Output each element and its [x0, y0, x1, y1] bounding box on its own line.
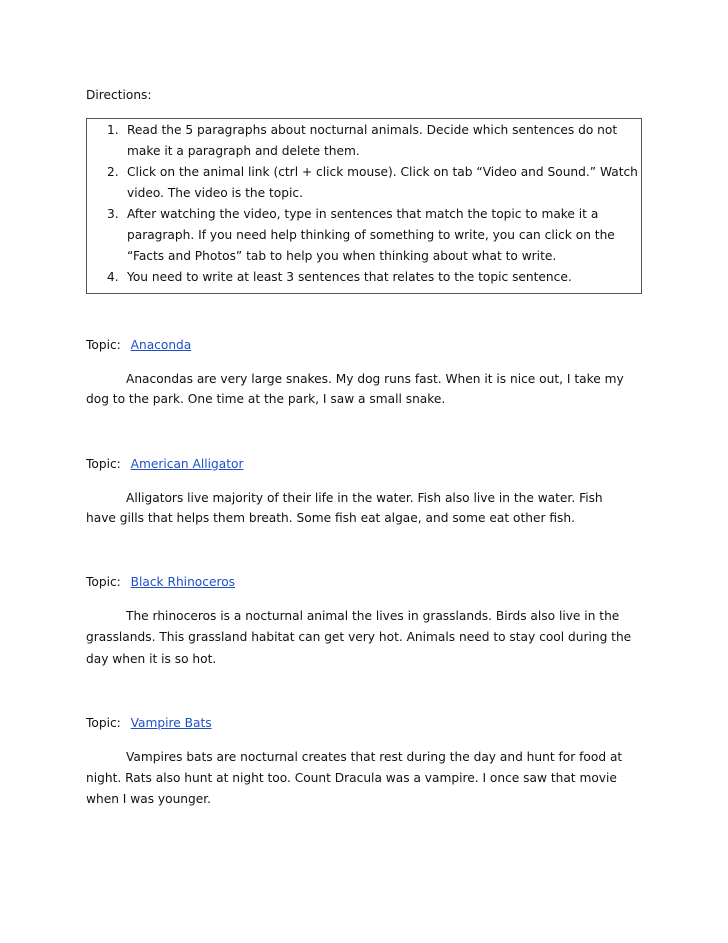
paragraph-line: when I was younger.	[86, 792, 212, 806]
direction-line: “Facts and Photos” tab to help you when thinking about what to write.	[127, 249, 557, 263]
topic-heading	[86, 716, 212, 730]
paragraph-line: grasslands. This grassland habitat can get very hot. Animals need to stay cool during the	[86, 630, 632, 644]
paragraph-line: Anacondas are very large snakes. My dog runs fast. When it is nice out, I take my	[126, 372, 624, 386]
topic-link-american-alligator[interactable]: American Alligator	[130, 457, 244, 471]
topic-heading	[86, 338, 191, 352]
list-number: 4.	[107, 270, 119, 284]
paragraph-line: The rhinoceros is a nocturnal animal the lives in grasslands. Birds also live in the	[126, 609, 620, 623]
list-number: 1.	[107, 123, 119, 137]
paragraph-line: have gills that helps them breath. Some fish eat algae, and some eat other fish.	[86, 511, 575, 525]
direction-line: video. The video is the topic.	[127, 186, 303, 200]
direction-line: paragraph. If you need help thinking of something to write, you can click on the	[127, 228, 615, 242]
direction-line: Click on the animal link (ctrl + click mouse). Click on tab “Video and Sound.” Watch	[127, 165, 638, 179]
topic-link-vampire-bats[interactable]: Vampire Bats	[130, 716, 212, 730]
list-number: 2.	[107, 165, 119, 179]
topic-heading	[86, 575, 235, 589]
direction-line: make it a paragraph and delete them.	[127, 144, 360, 158]
paragraph-line: night. Rats also hunt at night too. Count Dracula was a vampire. I once saw that movie	[86, 771, 617, 785]
topic-label: Topic:	[86, 575, 121, 589]
topic-heading	[86, 457, 243, 471]
directions-label: Directions:	[86, 88, 152, 102]
direction-line: You need to write at least 3 sentences that relates to the topic sentence.	[127, 270, 572, 284]
topic-label: Topic:	[86, 457, 121, 471]
paragraph-line: day when it is so hot.	[86, 652, 217, 666]
paragraph-line: Vampires bats are nocturnal creates that rest during the day and hunt for food at	[126, 750, 623, 764]
paragraph-line: dog to the park. One time at the park, I saw a small snake.	[86, 392, 446, 406]
topic-label: Topic:	[86, 716, 121, 730]
direction-line: After watching the video, type in sentences that match the topic to make it a	[127, 207, 599, 221]
topic-label: Topic:	[86, 338, 121, 352]
paragraph-line: Alligators live majority of their life in the water. Fish also live in the water. Fish	[126, 491, 603, 505]
direction-line: Read the 5 paragraphs about nocturnal animals. Decide which sentences do not	[127, 123, 618, 137]
topic-link-black-rhinoceros[interactable]: Black Rhinoceros	[130, 575, 235, 589]
directions-box	[86, 118, 642, 294]
list-number: 3.	[107, 207, 119, 221]
topic-link-anaconda[interactable]: Anaconda	[130, 338, 192, 352]
